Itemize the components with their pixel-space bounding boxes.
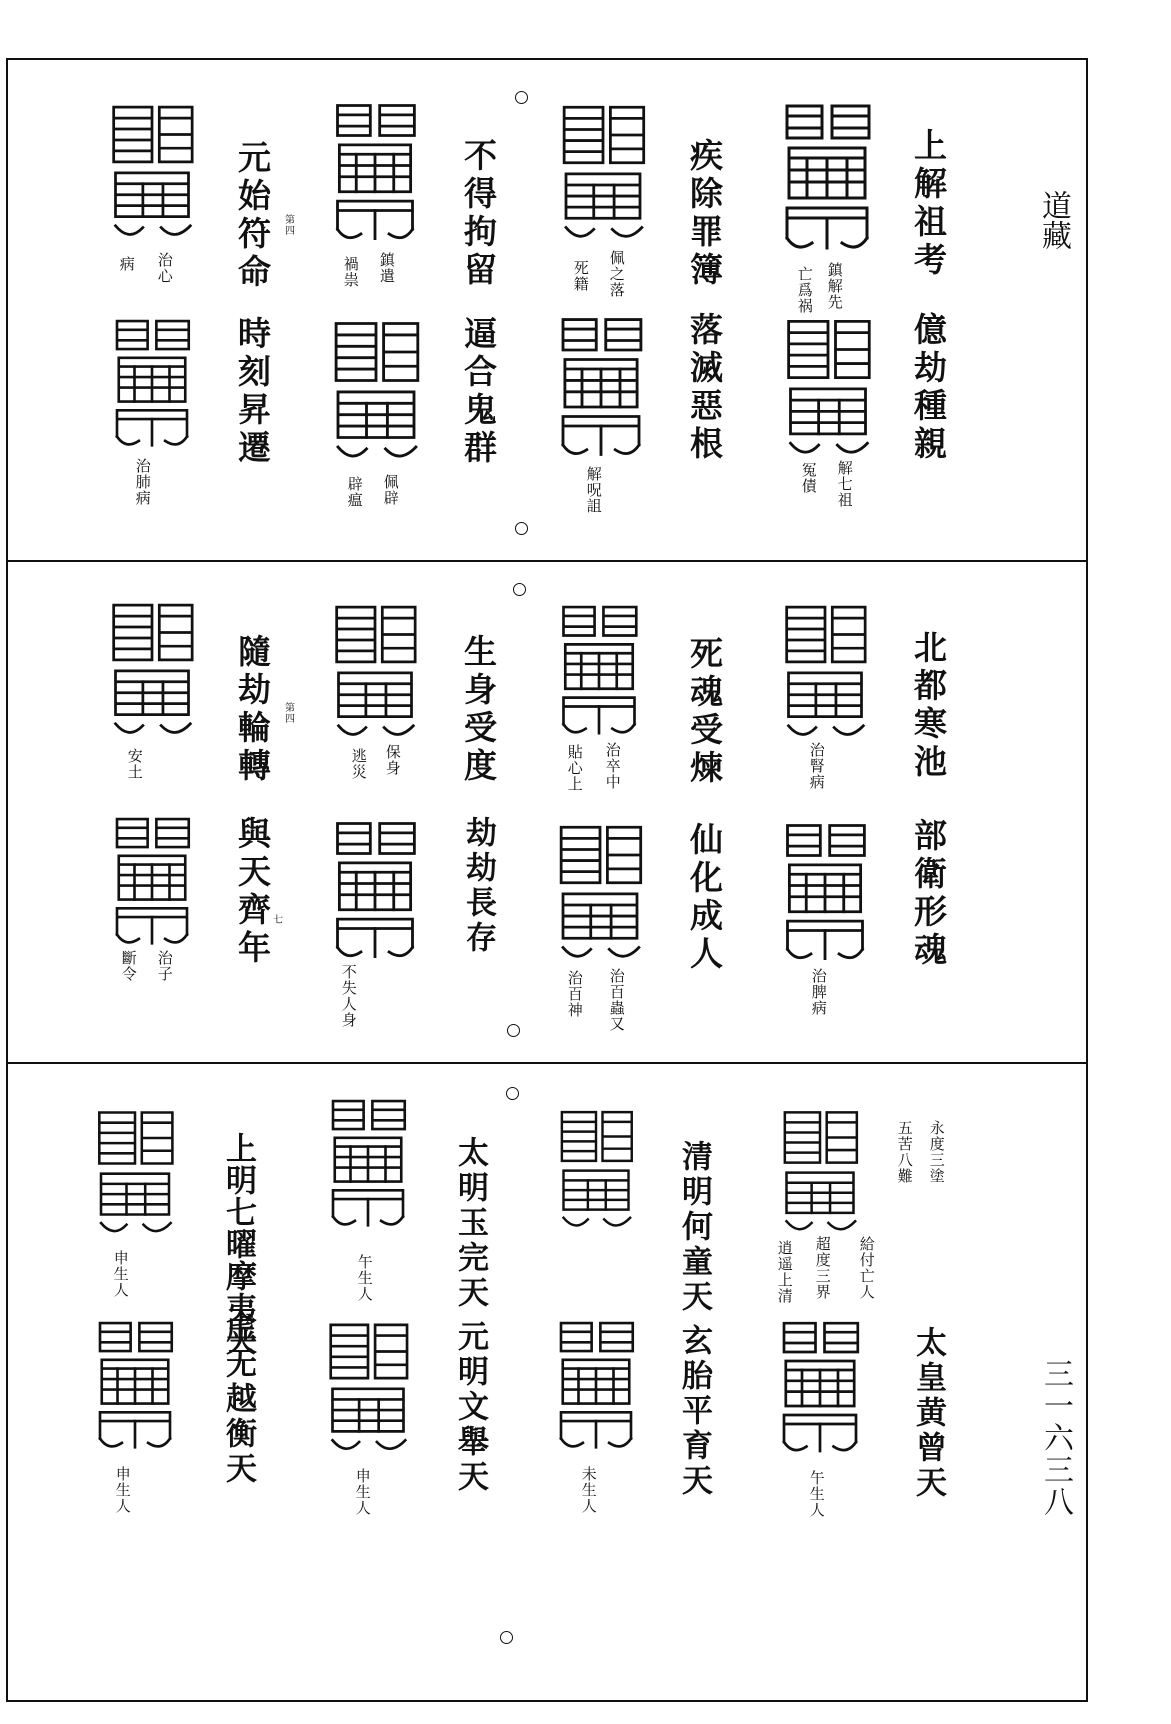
talisman-note: 永度三塗 bbox=[927, 1120, 946, 1184]
binding-hole bbox=[507, 1024, 520, 1037]
talisman-seal-image bbox=[316, 314, 436, 466]
talisman-seal-image bbox=[76, 1104, 194, 1240]
talisman-note: 五苦八難 bbox=[895, 1120, 914, 1184]
talisman-seal-image bbox=[534, 1316, 658, 1456]
talisman-seal-image bbox=[768, 98, 886, 258]
talisman-seal-image bbox=[76, 1316, 194, 1456]
talisman-title: 元明文舉天 bbox=[452, 1320, 488, 1495]
talisman-seal-image bbox=[534, 1104, 658, 1234]
talisman-note: 治脾病 bbox=[809, 968, 828, 1016]
talisman-seal-image bbox=[96, 314, 208, 454]
talisman-sequence-note: 七 bbox=[270, 914, 282, 925]
talisman-note: 保身 bbox=[383, 744, 402, 776]
talisman-title: 元始符命 bbox=[233, 140, 272, 292]
talisman-seal-image bbox=[538, 600, 660, 742]
talisman-seal-image bbox=[758, 1104, 882, 1238]
talisman-note: 禍祟 bbox=[341, 256, 360, 288]
talisman-title: 與天齊年 bbox=[233, 816, 272, 968]
talisman-title: 生身受度 bbox=[459, 634, 498, 786]
talisman-title: 虚无越衡天 bbox=[220, 1312, 256, 1487]
talisman-note: 治百神 bbox=[565, 970, 584, 1018]
talisman-seal-image bbox=[758, 1316, 882, 1460]
talisman-seal-image bbox=[96, 812, 208, 952]
talisman-note: 斷令 bbox=[119, 950, 138, 982]
talisman-note: 治子 bbox=[155, 950, 174, 982]
talisman-note: 鎮解先 bbox=[825, 262, 844, 310]
talisman-note: 治百蟲又 bbox=[607, 968, 626, 1032]
talisman-seal-image bbox=[540, 818, 660, 966]
talisman-seal-image bbox=[306, 1094, 430, 1234]
panel-divider-1 bbox=[6, 560, 1088, 562]
talisman-note: 逍遥上清 bbox=[775, 1240, 794, 1304]
binding-hole bbox=[500, 1631, 513, 1644]
talisman-title: 隨劫輪轉 bbox=[233, 634, 272, 786]
binding-hole bbox=[506, 1087, 519, 1100]
talisman-title: 北都寒池 bbox=[909, 630, 948, 782]
talisman-note: 安土 bbox=[125, 748, 144, 780]
talisman-note: 死籍 bbox=[571, 260, 590, 292]
talisman-seal-image bbox=[316, 598, 434, 744]
page-number: 三一六三八 bbox=[1038, 1358, 1073, 1518]
talisman-note: 給付亡人 bbox=[857, 1236, 876, 1300]
talisman-note: 申生人 bbox=[113, 1466, 132, 1514]
talisman-note: 冤債 bbox=[799, 462, 818, 494]
talisman-note: 治肺病 bbox=[133, 458, 152, 506]
talisman-note: 超度三界 bbox=[813, 1236, 832, 1300]
collection-title: 道藏 bbox=[1036, 190, 1071, 250]
talisman-title: 太皇黄曾天 bbox=[910, 1326, 946, 1501]
talisman-note: 申生人 bbox=[111, 1250, 130, 1298]
talisman-note: 貼心上 bbox=[565, 744, 584, 792]
talisman-seal-image bbox=[316, 816, 434, 966]
talisman-note: 逃災 bbox=[349, 748, 368, 780]
talisman-note: 亡爲祸 bbox=[795, 266, 814, 314]
talisman-note: 佩辟 bbox=[381, 474, 400, 506]
talisman-note: 病 bbox=[117, 256, 136, 272]
talisman-seal-image bbox=[770, 312, 886, 462]
talisman-note: 辟瘟 bbox=[345, 476, 364, 508]
talisman-title: 太明玉完天 bbox=[452, 1136, 488, 1311]
talisman-seal-image bbox=[316, 98, 434, 248]
talisman-note: 佩之落 bbox=[607, 250, 626, 298]
talisman-title: 不得拘留 bbox=[459, 138, 498, 290]
talisman-title: 仙化成人 bbox=[685, 822, 724, 974]
talisman-title: 逼合鬼群 bbox=[459, 316, 498, 468]
talisman-note: 解呪詛 bbox=[584, 466, 603, 514]
talisman-title: 落滅惡根 bbox=[685, 312, 724, 464]
talisman-sequence-note: 第四 bbox=[282, 214, 294, 236]
talisman-title: 億劫種親 bbox=[909, 312, 948, 464]
talisman-note: 午生人 bbox=[807, 1470, 826, 1518]
talisman-title: 劫劫長存 bbox=[460, 816, 496, 956]
talisman-note: 解七祖 bbox=[835, 460, 854, 508]
talisman-note: 不失人身 bbox=[339, 964, 358, 1028]
binding-hole bbox=[515, 522, 528, 535]
talisman-title: 上明七曜摩夷天 bbox=[220, 1132, 256, 1356]
binding-hole bbox=[513, 583, 526, 596]
talisman-sequence-note: 第四 bbox=[282, 702, 294, 724]
talisman-title: 部衛形魂 bbox=[909, 818, 948, 970]
talisman-note: 午生人 bbox=[355, 1254, 374, 1302]
panel-divider-2 bbox=[6, 1062, 1088, 1064]
talisman-seal-image bbox=[542, 312, 660, 464]
talisman-seal-image bbox=[766, 598, 884, 744]
talisman-note: 未生人 bbox=[579, 1466, 598, 1514]
talisman-note: 鎮遣 bbox=[377, 252, 396, 284]
talisman-title: 玄胎平育天 bbox=[676, 1324, 712, 1499]
binding-hole bbox=[515, 91, 528, 104]
talisman-title: 疾除罪簿 bbox=[685, 138, 724, 290]
talisman-title: 死魂受煉 bbox=[685, 636, 724, 788]
talisman-seal-image bbox=[766, 818, 884, 968]
talisman-note: 申生人 bbox=[353, 1468, 372, 1516]
talisman-seal-image bbox=[546, 98, 660, 246]
talisman-title: 上解祖考 bbox=[909, 128, 948, 280]
talisman-seal-image bbox=[96, 98, 208, 244]
talisman-note: 治心 bbox=[155, 252, 174, 284]
talisman-seal-image bbox=[96, 596, 208, 742]
talisman-title: 清明何童天 bbox=[676, 1140, 712, 1315]
talisman-title: 時刻昇遷 bbox=[233, 316, 272, 468]
talisman-note: 治卒中 bbox=[603, 742, 622, 790]
talisman-seal-image bbox=[306, 1316, 430, 1458]
talisman-note: 治腎病 bbox=[807, 742, 826, 790]
